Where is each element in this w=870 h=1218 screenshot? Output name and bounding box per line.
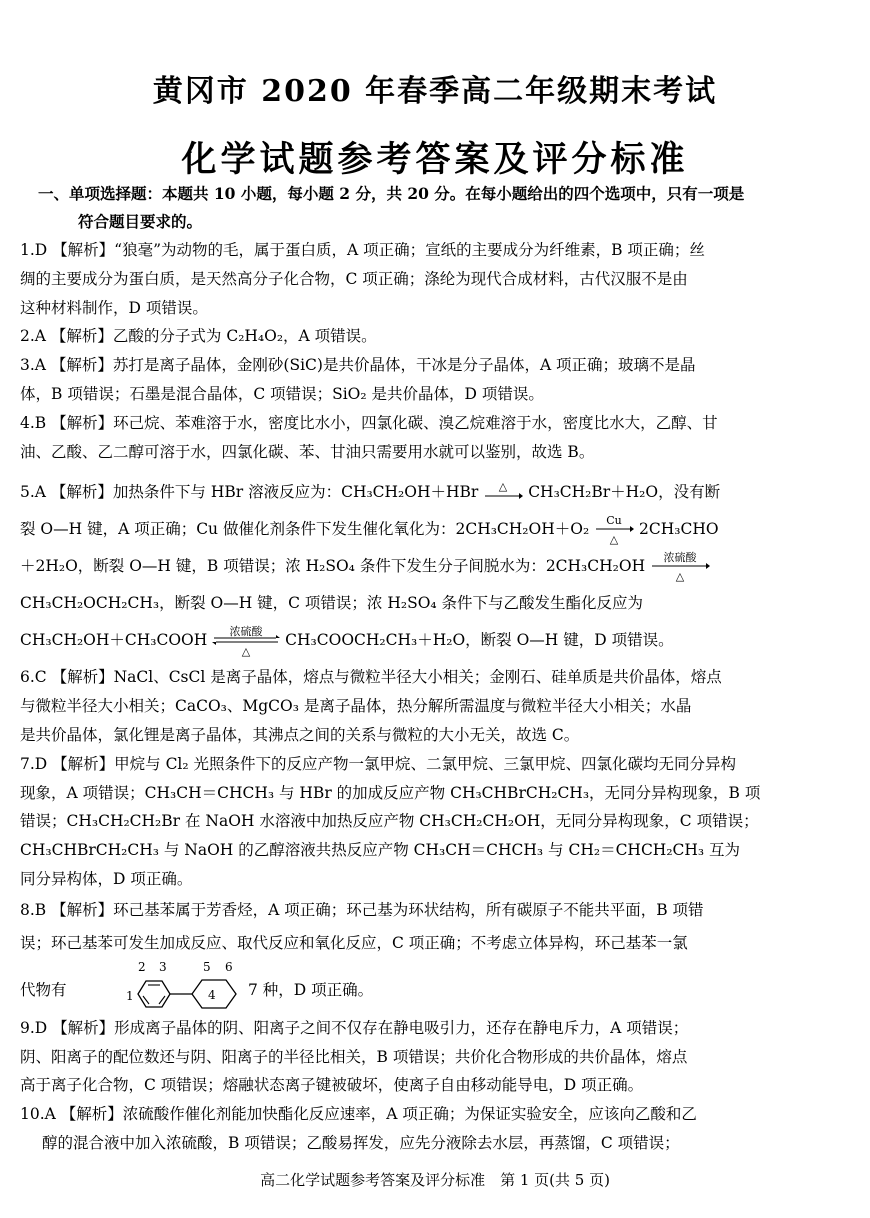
reaction-arrow-heat xyxy=(483,480,523,506)
section-heading xyxy=(38,180,838,236)
answer-line: 6.C 【解析】NaCl、CsCl 是离子晶体，熔点与微粒半径大小相关；金刚石、硅单质是共价晶体，熔点 xyxy=(20,668,722,687)
answer-line xyxy=(20,622,830,659)
answer-line xyxy=(20,511,830,548)
answer-q8 xyxy=(20,894,830,1014)
condition-heat: △ xyxy=(499,480,508,494)
answer-line-structure xyxy=(20,960,830,1014)
reaction-arrow-acid xyxy=(650,550,710,584)
structure-prefix: 代物有 xyxy=(20,980,67,999)
answer-line: 4.B 【解析】环己烷、苯难溶于水，密度比水小，四氯化碳、溴乙烷难溶于水，密度比水大，乙醇、甘 xyxy=(20,413,718,432)
document-title: 化学试题参考答案及评分标准 xyxy=(181,139,689,180)
position-label: 4 xyxy=(208,987,216,1002)
equation-left: ＋2H₂O，断裂 O—H 键，B 项错误；浓 H₂SO₄ 条件下发生分子间脱水为：2CH₃CH₂OH xyxy=(20,557,646,576)
answer-line: 与微粒半径大小相关；CaCO₃、MgCO₃ 是离子晶体，热分解所需温度与微粒半径大小相关；水晶 xyxy=(20,697,692,716)
answer-line: 同分异构体，D 项正确。 xyxy=(20,869,193,888)
answer-line: 绸的主要成分为蛋白质，是天然高分子化合物，C 项正确；涤纶为现代合成材料，古代汉服不是由 xyxy=(20,269,688,288)
answer-line: 误；环己基苯可发生加成反应、取代反应和氧化反应，C 项正确；不考虑立体异构，环己基苯一氯 xyxy=(20,933,688,952)
answer-line: 油、乙酸、乙二醇可溶于水，四氯化碳、苯、甘油只需要用水就可以鉴别，故选 B。 xyxy=(20,442,595,461)
equation-left: CH₃CH₂OH＋CH₃COOH xyxy=(20,631,208,650)
answer-line: 2.A 【解析】乙酸的分子式为 C₂H₄O₂，A 项错误。 xyxy=(20,327,377,346)
condition-heat: △ xyxy=(675,570,685,584)
answer-line: 这种材料制作，D 项错误。 xyxy=(20,298,208,317)
answer-q6 xyxy=(20,663,830,749)
reaction-arrow-cu xyxy=(594,513,634,547)
answer-line: 醇的混合液中加入浓硫酸，B 项错误；乙酸易挥发，应先分液除去水层，再蒸馏，C 项错误； xyxy=(42,1133,680,1152)
answer-q7 xyxy=(20,750,830,894)
answer-line: CH₃CHBrCH₂CH₃ 与 NaOH 的乙醇溶液共热反应产物 CH₃CH＝CHCH₃ 与 CH₂＝CHCH₂CH₃ 互为 xyxy=(20,841,741,860)
answer-line: 体，B 项错误；石墨是混合晶体，C 项错误；SiO₂ 是共价晶体，D 项错误。 xyxy=(20,384,544,403)
answer-line: 9.D 【解析】形成离子晶体的阴、阳离子之间不仅存在静电吸引力，还存在静电斥力，A 项错误； xyxy=(20,1018,689,1037)
position-label: 1 xyxy=(126,988,134,1003)
answer-line: 3.A 【解析】苏打是离子晶体，金刚砂(SiC)是共价晶体，干冰是分子晶体，A 项正确；玻璃不是晶 xyxy=(20,356,696,375)
answer-q10 xyxy=(20,1100,830,1158)
answer-line: 7.D 【解析】甲烷与 Cl₂ 光照条件下的反应产物一氯甲烷、二氯甲烷、三氯甲烷、四氯化碳均无同分异构 xyxy=(20,754,737,773)
condition-catalyst: Cu xyxy=(606,514,622,528)
answer-line: 1.D 【解析】“狼毫”为动物的毛，属于蛋白质，A 项正确；宣纸的主要成分为纤维素，B 项正确；丝 xyxy=(20,241,705,259)
condition-heat: △ xyxy=(609,533,619,547)
structure-suffix: 7 种，D 项正确。 xyxy=(248,980,374,999)
answer-q2 xyxy=(20,322,830,351)
equation-right: 2CH₃CHO xyxy=(639,520,719,539)
answer-line xyxy=(20,474,830,511)
section-heading-line1: 一、单项选择题：本题共 10 小题，每小题 2 分，共 20 分。在每小题给出的四个选项中，只有一项是 xyxy=(38,184,745,203)
answer-q4 xyxy=(20,409,830,467)
page-footer: 高二化学试题参考答案及评分标准 第 1 页(共 5 页) xyxy=(260,1171,610,1189)
answer-line: 阴、阳离子的配位数还与阴、阳离子的半径比相关，B 项错误；共价化合物形成的共价晶体，熔点 xyxy=(20,1047,688,1066)
equation-left: 5.A 【解析】加热条件下与 HBr 溶液反应为：CH₃CH₂OH＋HBr xyxy=(20,483,479,502)
section-heading-line2: 符合题目要求的。 xyxy=(78,212,203,231)
answer-line: 是共价晶体，氯化锂是离子晶体，其沸点之间的关系与微粒的大小无关，故选 C。 xyxy=(20,725,580,744)
position-label: 5 xyxy=(203,959,211,974)
condition-acid: 浓硫酸 xyxy=(229,625,263,639)
answer-q1 xyxy=(20,236,830,322)
exam-title: 黄冈市 2020 年春季高二年级期末考试 xyxy=(152,74,718,109)
answer-line: 高于离子化合物，C 项错误；熔融状态离子键被破坏，使离子自由移动能导电，D 项正确。 xyxy=(20,1076,644,1095)
reversible-arrow-acid xyxy=(212,624,280,658)
answer-line xyxy=(20,548,830,585)
answer-q3 xyxy=(20,351,830,409)
answer-line: 现象，A 项错误；CH₃CH＝CHCH₃ 与 HBr 的加成反应产物 CH₃CHBrCH₂CH₃，无同分异构现象，B 项 xyxy=(20,783,761,802)
answer-q9 xyxy=(20,1014,830,1100)
condition-acid: 浓硫酸 xyxy=(663,551,697,565)
answer-line: CH₃CH₂OCH₂CH₃，断裂 O—H 键，C 项错误；浓 H₂SO₄ 条件下与乙酸发生酯化反应为 xyxy=(20,594,644,613)
answer-line: 8.B 【解析】环己基苯属于芳香烃，A 项正确；环己基为环状结构，所有碳原子不能共平面，B 项错 xyxy=(20,900,704,919)
answer-line: 10.A 【解析】浓硫酸作催化剂能加快酯化反应速率，A 项正确；为保证实验安全，应该向乙酸和乙 xyxy=(20,1105,697,1124)
condition-heat: △ xyxy=(242,645,251,659)
equation-right: CH₃COOCH₂CH₃＋H₂O，断裂 O—H 键，D 项错误。 xyxy=(285,631,674,650)
answer-q5 xyxy=(20,474,830,659)
equation-left: 裂 O—H 键，A 项正确；Cu 做催化剂条件下发生催化氧化为：2CH₃CH₂OH＋O₂ xyxy=(20,520,590,539)
position-label: 6 xyxy=(225,959,233,974)
answers-body xyxy=(20,236,830,1158)
answer-line: 错误；CH₃CH₂CH₂Br 在 NaOH 水溶液中加热反应产物 CH₃CH₂CH₂OH，无同分异构现象，C 项错误； xyxy=(20,812,759,831)
position-label: 2 xyxy=(138,959,146,974)
equation-right: CH₃CH₂Br＋H₂O，没有断 xyxy=(528,483,721,502)
position-label: 3 xyxy=(159,959,167,974)
